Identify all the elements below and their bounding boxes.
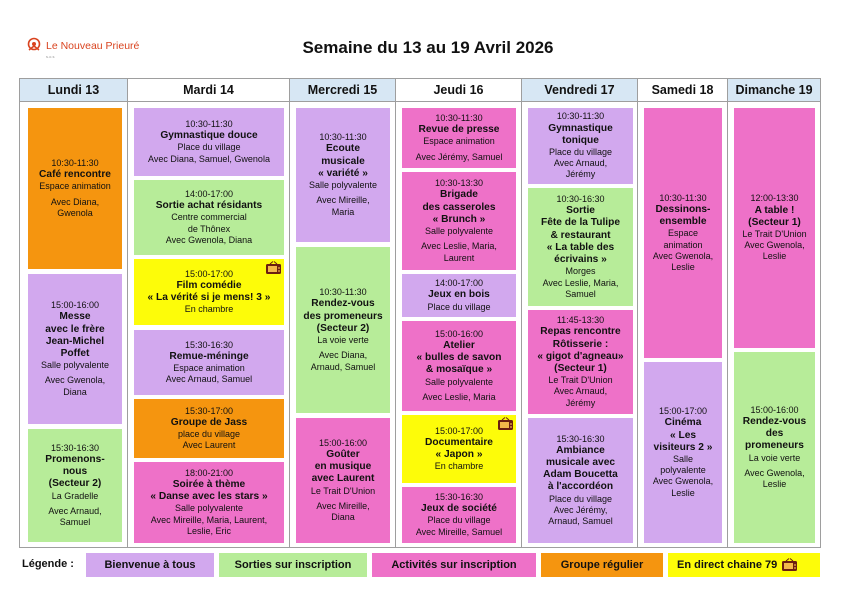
event-time: 15:30-16:30 — [184, 339, 234, 350]
event-title: tonique — [562, 134, 599, 146]
event-time: 15:00-16:00 — [50, 300, 100, 311]
event-people: Avec Mireille, Samuel — [415, 526, 503, 537]
event-card[interactable] — [133, 329, 285, 396]
event-time: 10:30-11:30 — [319, 287, 367, 298]
event-title: Promenons- — [45, 453, 105, 465]
event-location: Place du village — [548, 146, 613, 157]
event-title: des promeneurs — [303, 310, 383, 322]
event-title: musicale avec — [545, 457, 616, 469]
event-people: Avec Diana, Samuel, Gwenola — [148, 153, 270, 164]
event-people: Avec Arnaud, Samuel — [165, 374, 253, 385]
event-card[interactable] — [295, 417, 391, 544]
event-time: 10:30-13:30 — [434, 178, 484, 189]
event-card[interactable] — [133, 107, 285, 177]
event-title: en musique — [314, 461, 372, 473]
event-location: Salle — [672, 453, 693, 464]
event-time: 15:30-16:30 — [50, 442, 100, 453]
event-location: Place du village — [548, 493, 613, 504]
day-column-saturday — [638, 79, 728, 547]
event-title: Rendez-vous — [311, 298, 375, 310]
event-time: 10:30-11:30 — [556, 111, 605, 122]
event-card[interactable] — [401, 486, 517, 544]
event-card[interactable] — [527, 309, 634, 415]
day-header: Mardi 14 — [128, 79, 289, 102]
event-card[interactable] — [527, 187, 634, 307]
event-title: des casseroles — [422, 201, 496, 213]
event-time: 11:45-13:30 — [556, 315, 605, 326]
event-location: Espace — [667, 228, 699, 239]
event-title: Atelier — [443, 340, 475, 352]
event-people: Diana — [63, 386, 87, 397]
event-title: « La table des — [546, 241, 615, 253]
event-people: Avec Jérémy, — [553, 504, 608, 515]
event-people: Laurent — [443, 252, 475, 263]
event-people: Samuel — [565, 288, 596, 299]
event-card[interactable] — [133, 398, 285, 459]
event-people: Avec Arnaud, — [48, 505, 102, 516]
event-time: 15:30-16:30 — [434, 492, 484, 502]
event-title: Fête de la Tulipe — [540, 217, 621, 229]
event-card[interactable] — [733, 107, 816, 349]
page-title: Semaine du 13 au 19 Avril 2026 — [302, 38, 554, 57]
event-title: Café rencontre — [39, 169, 111, 181]
event-people: Avec Leslie, Maria — [422, 391, 496, 402]
event-time: 10:30-11:30 — [319, 132, 367, 143]
event-location: En chambre — [184, 304, 234, 315]
day-header: Vendredi 17 — [522, 79, 637, 102]
event-title: Rendez-vous — [742, 415, 807, 427]
event-people: Gwenola — [57, 207, 93, 218]
event-title: Messe — [59, 311, 91, 323]
day-header: Mercredi 15 — [290, 79, 395, 102]
event-title: Cinéma — [664, 417, 702, 429]
event-time: 12:00-13:30 — [750, 193, 799, 204]
event-card[interactable] — [401, 414, 517, 484]
event-people: Diana — [331, 512, 355, 523]
event-location: Centre commercial — [171, 212, 247, 223]
legend-item-welcome: Bienvenue à tous — [86, 553, 214, 577]
event-location: Espace animation — [173, 362, 245, 373]
event-location: Espace animation — [423, 136, 495, 147]
event-people: Avec Mireille, Maria, Laurent, — [150, 514, 268, 525]
event-people: Avec Gwenola, — [652, 476, 714, 487]
event-card[interactable] — [401, 320, 517, 412]
event-people: Arnaud, Samuel — [548, 516, 613, 527]
event-title: (Secteur 2) — [48, 478, 102, 490]
event-card[interactable] — [401, 107, 517, 169]
event-title: Jean-Michel — [45, 335, 105, 347]
event-people: Avec Diana, — [50, 196, 100, 207]
event-title: musicale — [321, 155, 365, 167]
event-people: Jérémy — [565, 397, 596, 408]
legend-item-regular-group: Groupe régulier — [541, 553, 663, 577]
event-location: Salle polyvalente — [424, 226, 494, 237]
event-title: (Secteur 1) — [748, 216, 801, 228]
event-title: « gigot d'agneau» — [537, 350, 624, 362]
event-title: visiteurs 2 » — [653, 441, 713, 453]
event-people: Arnaud, Samuel — [310, 361, 376, 372]
event-people: Leslie — [762, 479, 787, 490]
event-time: 18:00-21:00 — [184, 467, 234, 478]
day-header: Samedi 18 — [638, 79, 727, 102]
legend-item-live-channel — [668, 553, 820, 577]
event-title: Revue de presse — [418, 124, 500, 136]
event-location: Le Trait D'Union — [742, 228, 807, 239]
event-location: polyvalente — [660, 465, 706, 476]
event-card[interactable] — [401, 171, 517, 271]
event-card[interactable] — [133, 179, 285, 256]
event-location: La Gradelle — [51, 490, 99, 501]
event-title: Groupe de Jass — [170, 416, 248, 428]
event-people: Avec Leslie, Maria, — [542, 277, 619, 288]
event-time: 14:00-17:00 — [434, 278, 484, 289]
event-card[interactable] — [643, 107, 723, 359]
event-title: Brigade — [440, 189, 478, 201]
legend-label: Légende : — [22, 558, 74, 570]
week-calendar — [19, 78, 821, 548]
event-people: Avec Gwenola, — [652, 250, 714, 261]
event-location: Place du village — [427, 515, 491, 526]
event-time: 10:30-11:30 — [185, 119, 233, 129]
event-title: à l'accordéon — [547, 481, 614, 493]
event-time: 10:30-11:30 — [435, 113, 483, 123]
event-card[interactable] — [295, 107, 391, 243]
event-title: « Brunch » — [432, 213, 486, 225]
event-card[interactable] — [133, 258, 285, 326]
event-title: « Japon » — [435, 449, 483, 460]
event-title: « Les — [669, 429, 697, 441]
event-title: Film comédie — [176, 279, 242, 291]
event-people: Avec Jérémy, Samuel — [415, 151, 503, 162]
event-title: Soirée à thème — [172, 479, 246, 491]
event-title: promeneurs — [745, 440, 804, 452]
event-location: Le Trait D'Union — [310, 485, 376, 496]
event-card[interactable] — [527, 417, 634, 544]
tv-icon — [265, 261, 282, 275]
logo-name: Le Nouveau Prieuré — [46, 40, 140, 52]
event-location: La voie verte — [748, 452, 801, 463]
event-title: Goûter — [326, 448, 360, 460]
event-title: nous — [62, 466, 88, 478]
event-title: écrivains » — [554, 254, 607, 266]
event-time: 15:00-16:00 — [750, 404, 799, 415]
event-location: Salle polyvalente — [424, 376, 494, 387]
event-title: « La vérité si je mens! 3 » — [147, 292, 271, 303]
event-title: Gymnastique — [548, 122, 613, 134]
event-title: Jeux en bois — [428, 289, 490, 301]
day-header: Dimanche 19 — [728, 79, 820, 102]
event-time: 15:00-17:00 — [434, 425, 484, 436]
event-people: Maria — [331, 206, 355, 217]
event-card[interactable] — [527, 107, 634, 185]
event-title: Jeux de société — [421, 503, 497, 515]
event-people: Jérémy — [565, 169, 596, 180]
event-title: Sortie — [566, 205, 595, 217]
event-card[interactable] — [643, 361, 723, 544]
event-people: Samuel — [59, 517, 91, 528]
legend-item-live-label: En direct chaine 79 — [677, 559, 778, 571]
event-location: Salle polyvalente — [40, 360, 110, 371]
event-card[interactable] — [733, 351, 816, 544]
event-time: 15:30-17:00 — [184, 405, 234, 416]
event-people: Avec Gwenola, — [744, 467, 805, 478]
day-column-monday — [20, 79, 128, 547]
event-title: avec Laurent — [311, 473, 375, 485]
event-time: 15:30-16:30 — [556, 433, 605, 444]
event-people: Avec Mireille, — [316, 195, 370, 206]
day-column-thursday — [396, 79, 522, 547]
event-title: A table ! — [754, 204, 795, 216]
event-title: Documentaire — [425, 436, 493, 448]
event-title: « Danse avec les stars » — [150, 491, 268, 503]
event-title: Gymnastique douce — [160, 130, 258, 142]
day-column-friday — [522, 79, 638, 547]
event-title: (Secteur 2) — [316, 322, 370, 334]
event-location: Salle polyvalente — [174, 503, 244, 514]
event-people: Leslie — [671, 262, 695, 273]
day-header: Jeudi 16 — [396, 79, 521, 102]
event-time: 15:00-17:00 — [658, 406, 708, 417]
event-people: Avec Diana, — [318, 350, 368, 361]
event-time: 14:00-17:00 — [184, 188, 234, 199]
event-time: 15:00-16:00 — [318, 437, 368, 448]
event-title: Ambiance — [556, 444, 605, 456]
event-people: Avec Gwenola, — [44, 375, 106, 386]
event-title: Dessinons- — [655, 203, 711, 215]
event-location: La voie verte — [317, 335, 369, 346]
event-location: place du village — [177, 428, 241, 439]
logo-subtitle: s.o.s — [46, 54, 55, 59]
event-people: Leslie — [762, 251, 787, 262]
event-card[interactable] — [401, 273, 517, 318]
event-people: Avec Mireille, — [316, 500, 370, 511]
event-time: 10:30-16:30 — [556, 193, 605, 204]
event-people: Leslie, Eric — [186, 525, 231, 536]
event-location: Place du village — [177, 142, 241, 153]
event-people: Avec Arnaud, — [553, 386, 608, 397]
event-title: Remue-méninge — [169, 350, 249, 362]
event-people: Avec Gwenola, Diana — [165, 234, 253, 245]
event-title: Ecoute — [326, 143, 360, 155]
event-people: Avec Laurent — [182, 440, 236, 451]
event-people: Avec Arnaud, — [553, 158, 608, 169]
event-location: de Thônex — [187, 223, 231, 234]
event-title: des — [765, 428, 784, 440]
event-title: Sortie achat résidants — [155, 200, 263, 212]
event-title: (Secteur 1) — [554, 362, 607, 374]
event-title: Poffet — [60, 347, 90, 359]
event-title: « bulles de savon — [416, 352, 502, 364]
event-card[interactable] — [27, 428, 123, 543]
day-column-tuesday — [128, 79, 290, 547]
event-title: Rôtisserie : — [552, 338, 609, 350]
event-title: Repas rencontre — [540, 326, 621, 338]
legend-item-outings: Sorties sur inscription — [219, 553, 367, 577]
event-location: Espace animation — [39, 181, 111, 192]
event-card[interactable] — [295, 246, 391, 414]
tv-icon — [497, 417, 514, 431]
event-title: « variété » — [318, 167, 368, 179]
event-location: Place du village — [427, 301, 491, 312]
event-location: Salle polyvalente — [308, 180, 378, 191]
event-time: 10:30-11:30 — [51, 157, 99, 168]
event-time: 15:00-16:00 — [434, 328, 484, 339]
event-card[interactable] — [27, 273, 123, 425]
event-people: Avec Leslie, Maria, — [421, 241, 497, 252]
event-location: animation — [663, 239, 703, 250]
day-header: Lundi 13 — [20, 79, 127, 102]
event-time: 10:30-11:30 — [659, 192, 707, 203]
event-time: 15:00-17:00 — [184, 268, 234, 279]
event-title: & mosaïque » — [425, 364, 493, 376]
event-title: ensemble — [659, 216, 707, 228]
day-column-wednesday — [290, 79, 396, 547]
event-title: avec le frère — [45, 323, 105, 335]
event-people: Avec Gwenola, — [744, 240, 805, 251]
event-location: Morges — [565, 266, 596, 277]
event-card[interactable] — [27, 107, 123, 270]
tv-icon — [781, 558, 798, 572]
event-location: En chambre — [434, 461, 484, 472]
event-people: Leslie — [671, 487, 695, 498]
event-title: Adam Boucetta — [543, 469, 618, 481]
day-column-sunday — [728, 79, 820, 547]
event-card[interactable] — [133, 461, 285, 544]
legend-item-activities: Activités sur inscription — [372, 553, 536, 577]
event-title: & restaurant — [550, 229, 611, 241]
event-location: Le Trait D'Union — [548, 375, 613, 386]
